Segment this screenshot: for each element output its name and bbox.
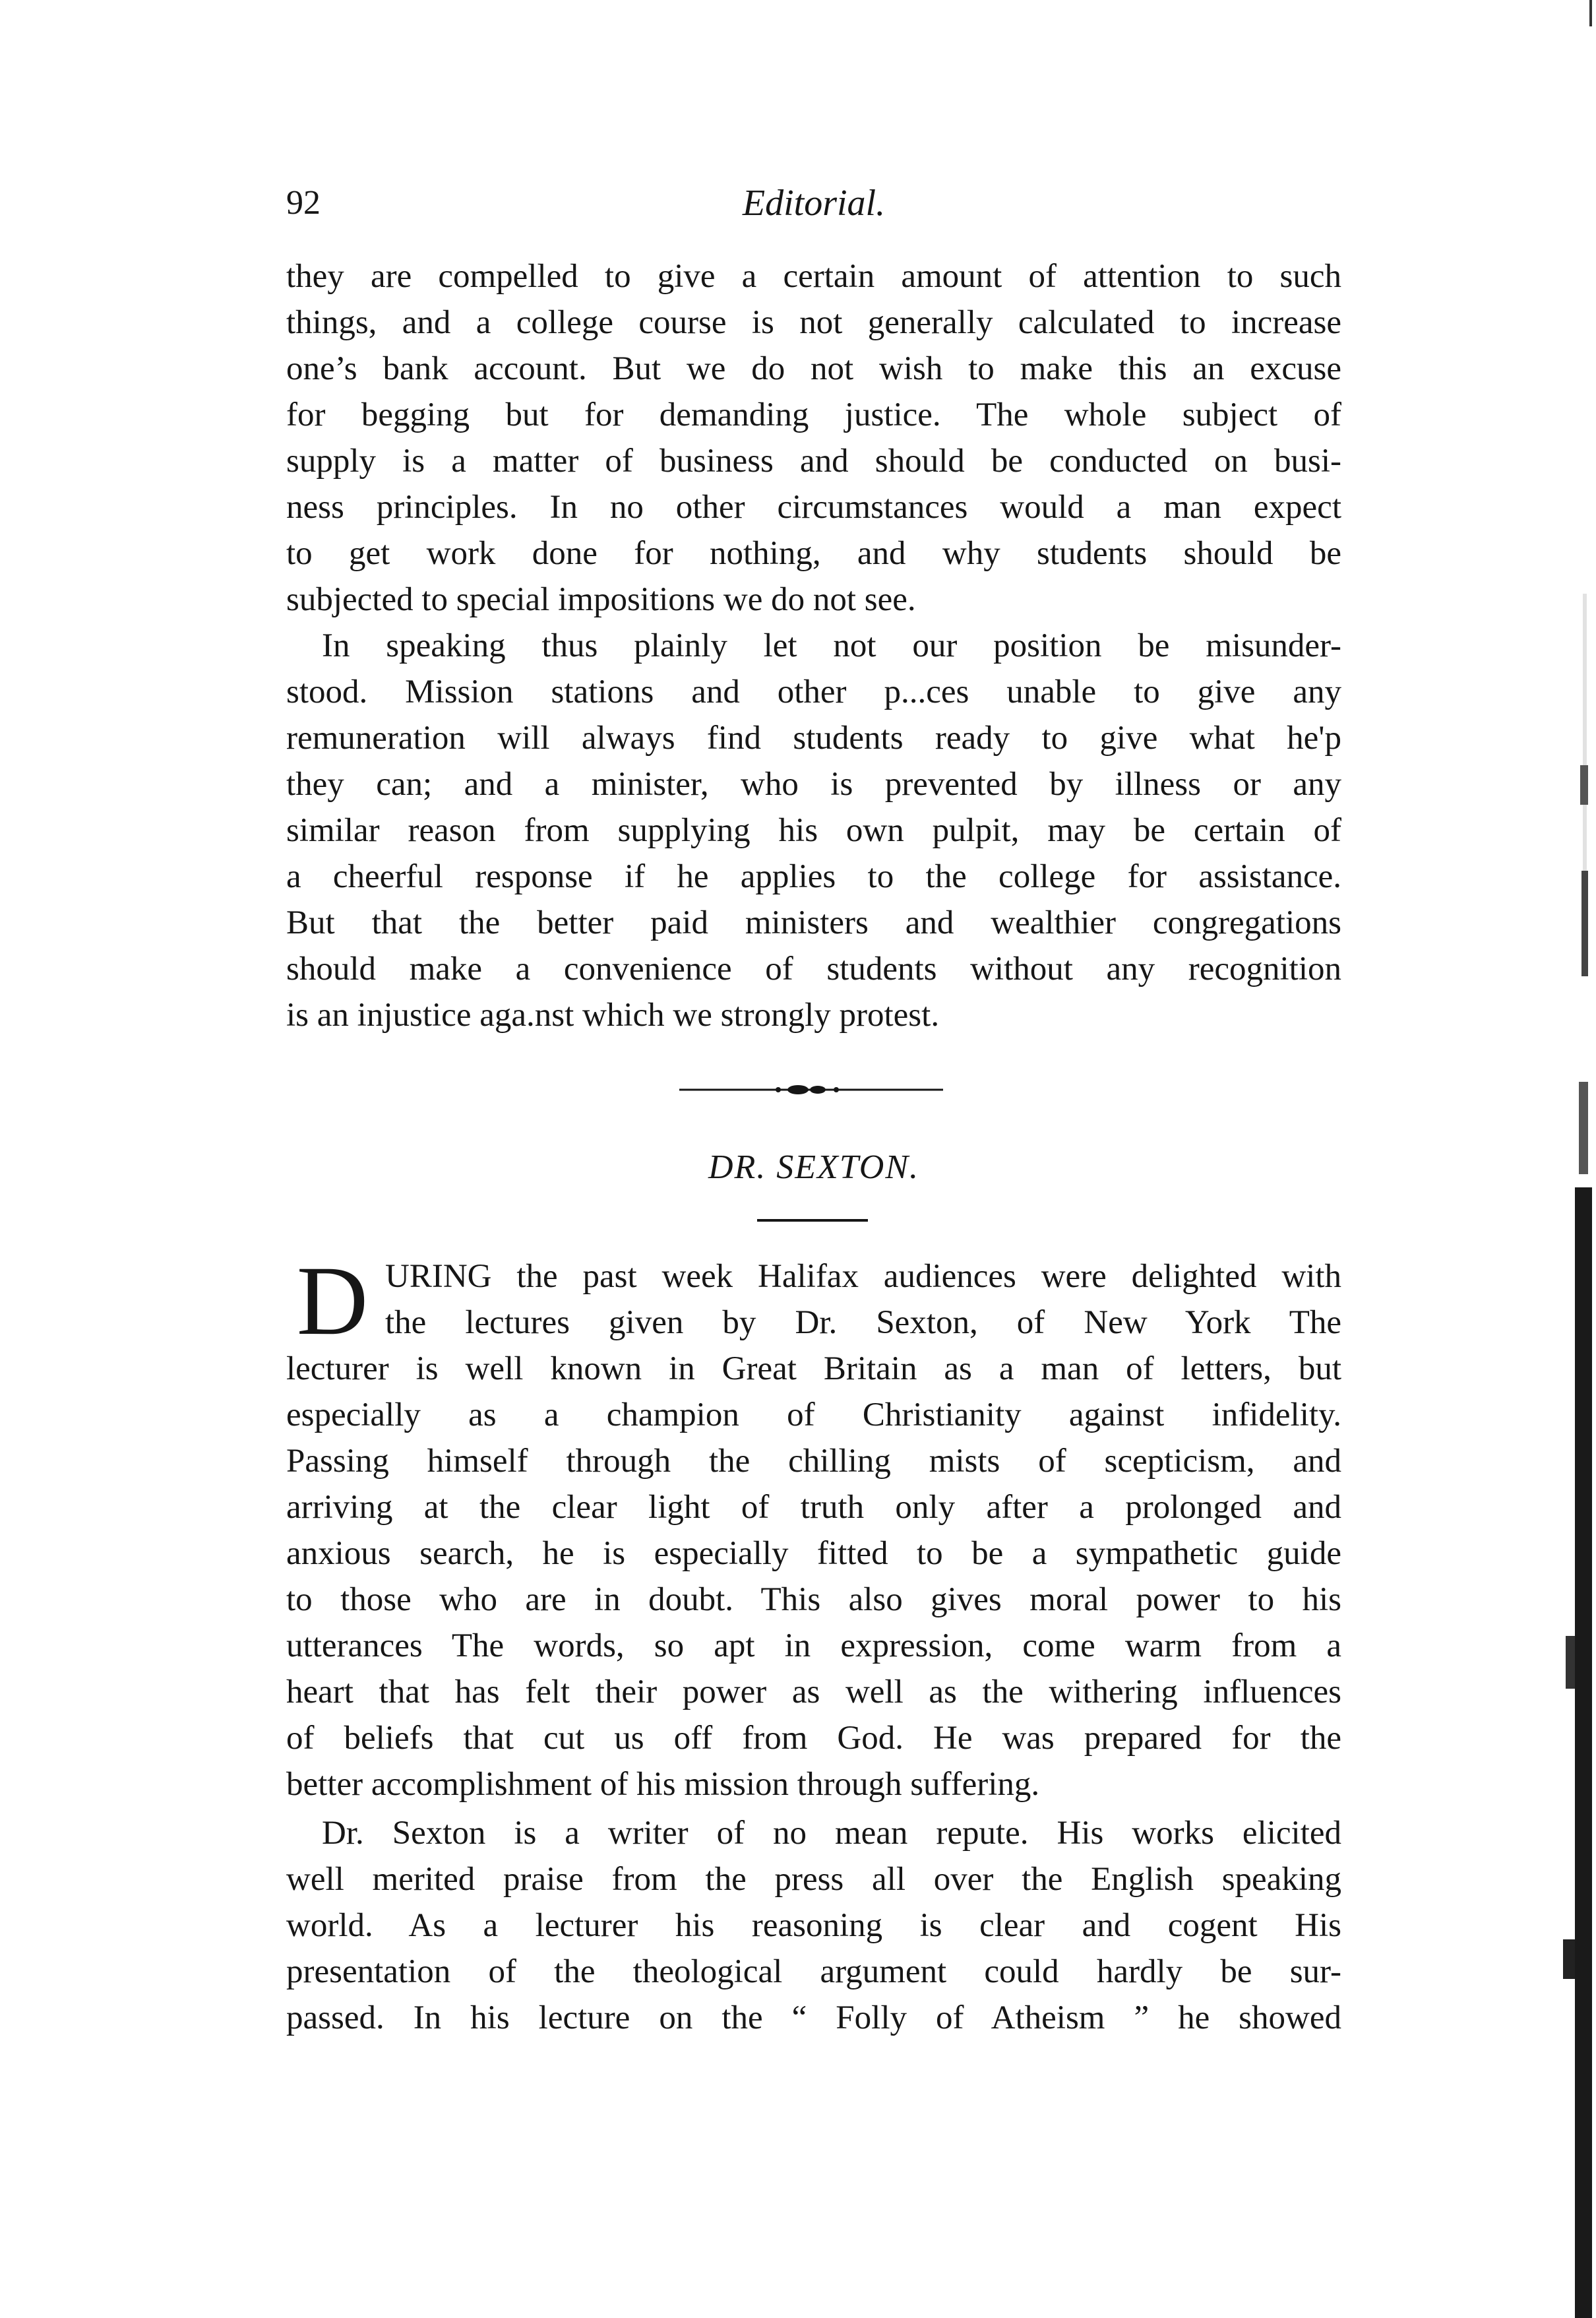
text-line: ness principles. In no other circumstances would a man expect bbox=[286, 489, 1341, 526]
text-line: subjected to special impositions we do not see. bbox=[286, 581, 916, 618]
text-line: of beliefs that cut us off from God. He was prepared for the bbox=[286, 1720, 1341, 1757]
text-line: should make a convenience of students without any recognition bbox=[286, 951, 1341, 987]
text-line: arriving at the clear light of truth only after a prolonged and bbox=[286, 1489, 1341, 1526]
text-line: well merited praise from the press all over the English speaking bbox=[286, 1861, 1341, 1898]
text-line: things, and a college course is not generally calculated to increase bbox=[286, 304, 1341, 341]
text-line: one’s bank account. But we do not wish to make this an excuse bbox=[286, 350, 1341, 387]
drop-cap-letter: D bbox=[296, 1256, 369, 1346]
text-line: In speaking thus plainly let not our position be misunder- bbox=[322, 627, 1341, 664]
text-line: they can; and a minister, who is prevented by illness or any bbox=[286, 766, 1341, 803]
text-line: world. As a lecturer his reasoning is clear and cogent His bbox=[286, 1907, 1341, 1944]
text-line: utterances The words, so apt in expression, come warm from a bbox=[286, 1627, 1341, 1664]
text-line: to get work done for nothing, and why students should be bbox=[286, 535, 1341, 572]
text-line: better accomplishment of his mission through suffering. bbox=[286, 1766, 1040, 1803]
drop-cap bbox=[286, 1256, 379, 1346]
text-line: URING the past week Halifax audiences were delighted with bbox=[385, 1258, 1341, 1295]
text-line: supply is a matter of business and should be conducted on busi- bbox=[286, 443, 1341, 480]
text-line: lecturer is well known in Great Britain as a man of letters, but bbox=[286, 1350, 1341, 1387]
scan-margin-specks bbox=[1556, 0, 1596, 2318]
page-number: 92 bbox=[286, 184, 321, 222]
text-line: Passing himself through the chilling mists of scepticism, and bbox=[286, 1443, 1341, 1480]
section-divider-ornament bbox=[679, 1084, 943, 1095]
text-line: for begging but for demanding justice. The whole subject of bbox=[286, 396, 1341, 433]
text-line: they are compelled to give a certain amount of attention to such bbox=[286, 258, 1341, 295]
sexton-second-paragraph bbox=[286, 1810, 1341, 2041]
text-line: But that the better paid ministers and wealthier congregations bbox=[286, 904, 1341, 941]
justice-paragraph bbox=[286, 623, 1341, 1038]
continuation-paragraph bbox=[286, 253, 1341, 623]
section-title: DR. SEXTON. bbox=[708, 1148, 920, 1186]
text-line: Dr. Sexton is a writer of no mean repute. His works elicited bbox=[322, 1815, 1341, 1852]
text-line: heart that has felt their power as well as the withering influences bbox=[286, 1674, 1341, 1710]
text-line: the lectures given by Dr. Sexton, of New York The bbox=[385, 1304, 1341, 1341]
text-line: to those who are in doubt. This also gives moral power to his bbox=[286, 1581, 1341, 1618]
text-line: passed. In his lecture on the “ Folly of Atheism ” he showed bbox=[286, 1999, 1341, 2036]
text-line: presentation of the theological argument could hardly be sur- bbox=[286, 1953, 1341, 1990]
text-line: a cheerful response if he applies to the college for assistance. bbox=[286, 858, 1341, 895]
running-title: Editorial. bbox=[742, 183, 886, 224]
text-line: especially as a champion of Christianity against infidelity. bbox=[286, 1396, 1341, 1433]
text-line: is an injustice aga.nst which we strongly protest. bbox=[286, 997, 940, 1034]
text-line: anxious search, he is especially fitted to be a sympathetic guide bbox=[286, 1535, 1341, 1572]
page-header bbox=[286, 177, 1341, 230]
text-line: similar reason from supplying his own pulpit, may be certain of bbox=[286, 812, 1341, 849]
text-line: remuneration will always find students ready to give what he'p bbox=[286, 720, 1341, 757]
sexton-first-paragraph bbox=[286, 1253, 1341, 1807]
title-underline-rule bbox=[757, 1219, 868, 1222]
text-line: stood. Mission stations and other p...ces unable to give any bbox=[286, 673, 1341, 710]
